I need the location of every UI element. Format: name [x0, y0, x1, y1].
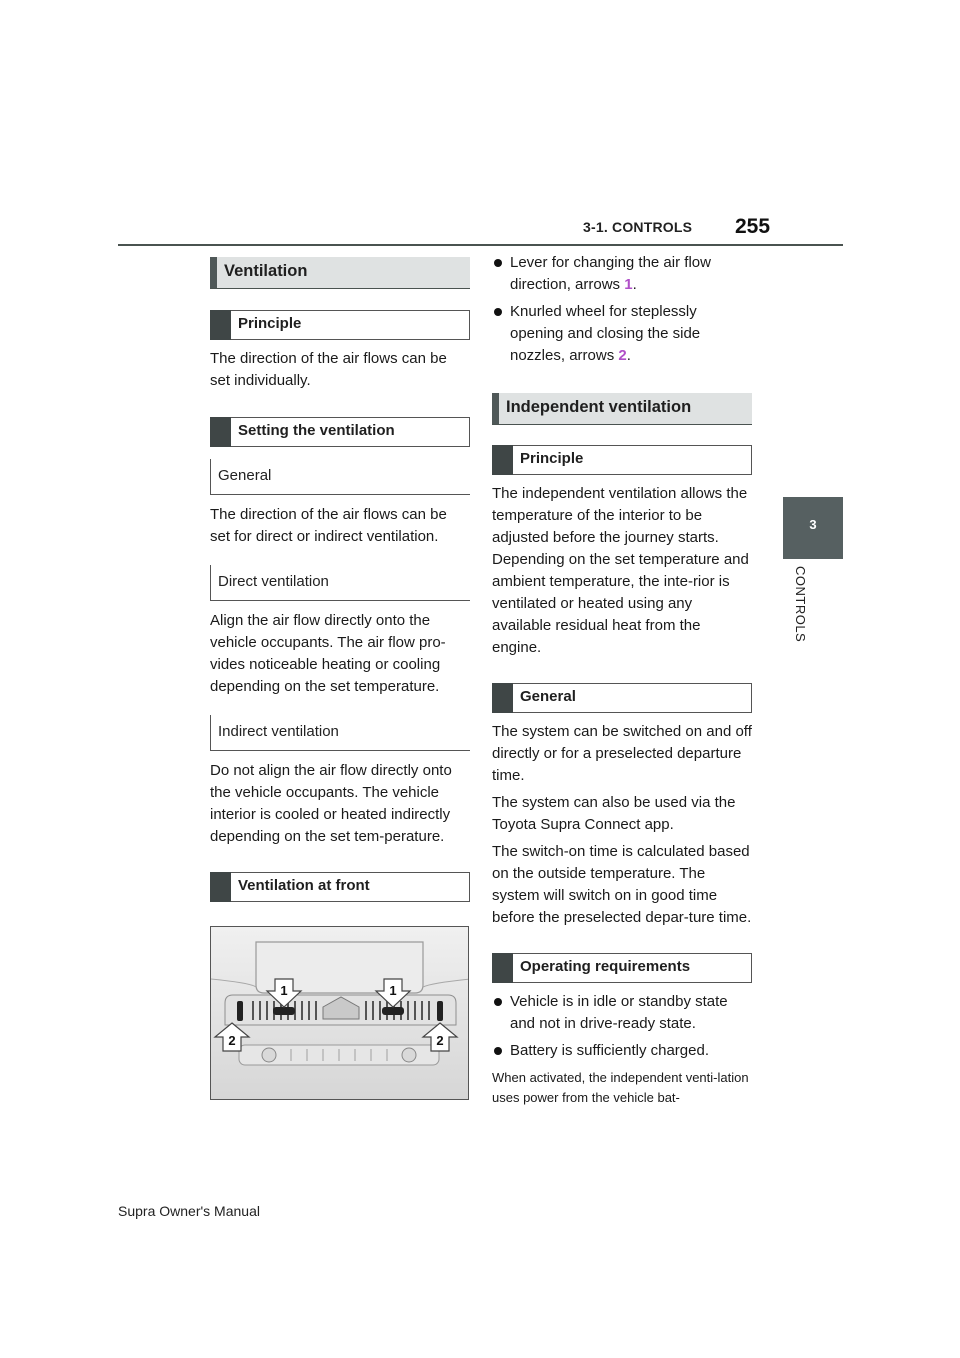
figure-label-2-left: 2 — [228, 1033, 236, 1048]
heading-ventilation-front: Ventilation at front — [210, 872, 470, 902]
bullet-lever-text: Lever for changing the air flow direction, arrows — [510, 254, 711, 293]
heading-general-independent: General — [492, 683, 752, 713]
section-title: 3-1. CONTROLS — [583, 219, 693, 235]
arrow-number-1: 1 — [624, 276, 633, 293]
general-paragraph-2: The system can also be used via the Toyota Supra Connect app. — [492, 794, 736, 833]
heading-principle: Principle — [210, 310, 470, 340]
figure-label-2-right: 2 — [436, 1033, 444, 1048]
heading-operating-requirements: Operating requirements — [492, 953, 752, 983]
bullet-wheel-text: Knurled wheel for steplessly opening and closing the side nozzles, arrows — [510, 303, 701, 364]
independent-principle-text: The independent ventilation allows the temperature of the interior to be adjusted before the journey starts. Depending on the set temperature and ambient temperature, the inte-rior is ventilated or heated using any available residual heat from the engine. — [492, 485, 749, 656]
bullet-lever: Lever for changing the air flow direction, arrows 1. — [492, 252, 752, 296]
chapter-label: CONTROLS — [793, 566, 808, 643]
dashboard-vents-drawing — [211, 927, 469, 1100]
vent-illustration — [210, 926, 469, 1100]
figure-label-1-right: 1 — [389, 983, 397, 998]
bullet-knurled-wheel: Knurled wheel for steplessly opening and closing the side nozzles, arrows 2. — [492, 301, 752, 367]
requirement-battery: Battery is sufficiently charged. — [492, 1040, 752, 1062]
direct-text: Align the air flow directly onto the vehicle occupants. The air flow pro-vides noticeable heating or cooling depending on the set temperature. — [210, 612, 446, 695]
principle-text: The direction of the air flows can be set individually. — [210, 350, 447, 389]
indirect-text: Do not align the air flow directly onto the vehicle occupants. The vehicle interior is cooled or heated indirectly depending on the set tem-perature. — [210, 762, 452, 845]
header-divider — [118, 244, 843, 246]
heading-setting-ventilation: Setting the ventilation — [210, 417, 470, 447]
activation-note: When activated, the independent venti-lation uses power from the vehicle bat- — [492, 1070, 749, 1105]
left-column — [210, 257, 470, 902]
figure-label-1-left: 1 — [280, 983, 288, 998]
requirement-idle: Vehicle is in idle or standby state and not in drive-ready state. — [492, 991, 752, 1035]
heading-principle-independent: Principle — [492, 445, 752, 475]
heading-direct-ventilation: Direct ventilation — [210, 565, 470, 601]
page-number: 255 — [735, 215, 771, 238]
general-text: The direction of the air flows can be set for direct or indirect ventilation. — [210, 506, 447, 545]
footer-manual-title: Supra Owner's Manual — [118, 1203, 260, 1219]
right-column — [492, 252, 752, 1108]
heading-indirect-ventilation: Indirect ventilation — [210, 715, 470, 751]
arrow-number-2: 2 — [618, 347, 627, 364]
chapter-tab: 3 — [783, 497, 843, 559]
general-paragraph-3: The switch-on time is calculated based on the outside temperature. The system will switch on in good time before the preselected depar-ture time. — [492, 843, 752, 926]
heading-general: General — [210, 459, 470, 495]
general-paragraph-1: The system can be switched on and off directly or for a preselected departure time. — [492, 723, 752, 784]
heading-ventilation: Ventilation — [210, 257, 470, 289]
heading-independent-ventilation: Independent ventilation — [492, 393, 752, 425]
